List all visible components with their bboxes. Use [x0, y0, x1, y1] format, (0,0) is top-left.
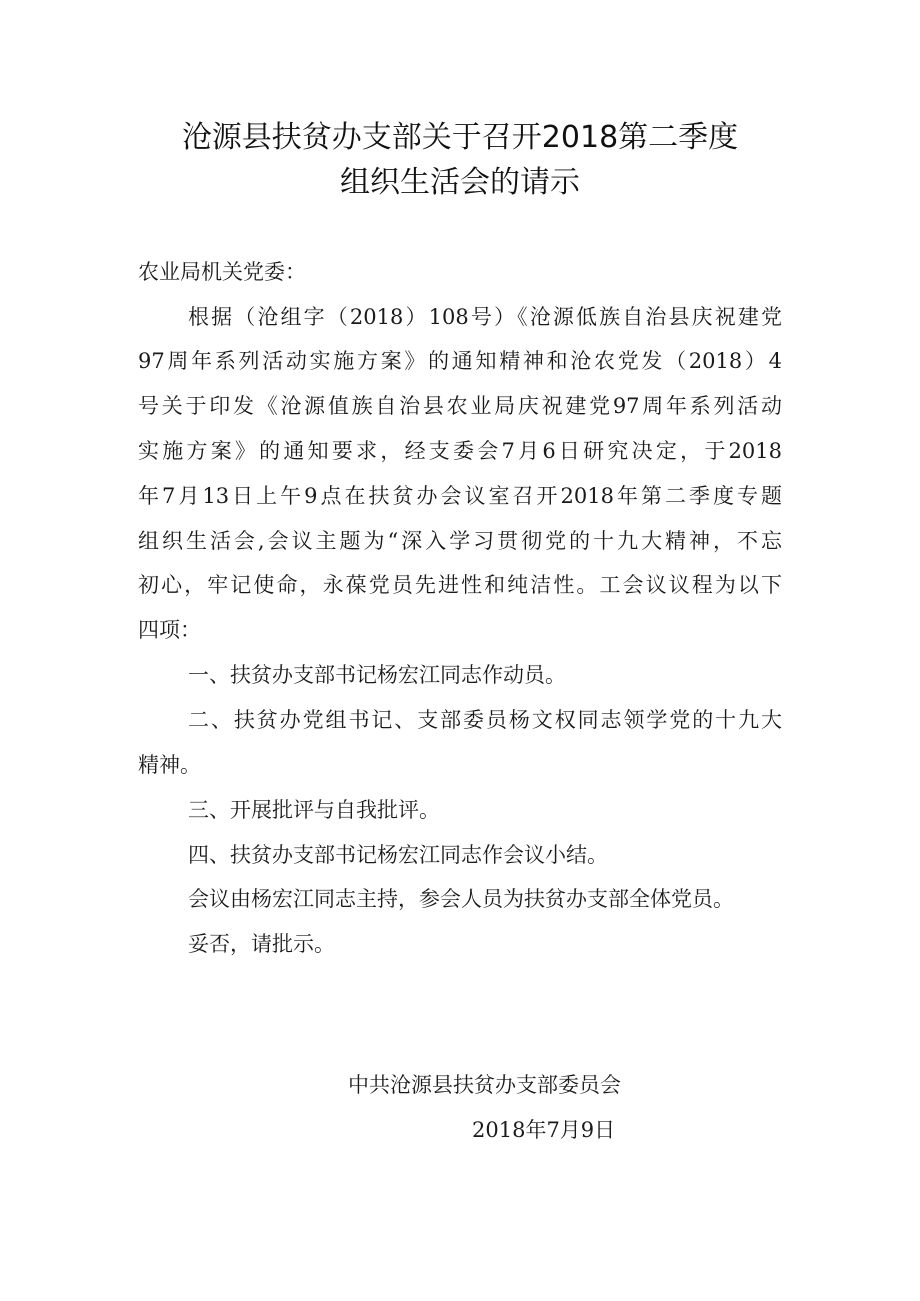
salutation: 农业局机关党委：	[138, 260, 306, 284]
body-line: 四项：	[138, 618, 201, 642]
body-line: 97周年系列活动实施方案》的通知精神和沧农党发（2018）4	[138, 349, 782, 373]
document-title-line-1: 沧源县扶贫办支部关于召开2018第二季度	[181, 120, 739, 155]
agenda-item-4: 四、扶贫办支部书记杨宏江同志作会议小结。	[188, 843, 608, 867]
agenda-item-2: 二、扶贫办党组书记、支部委员杨文权同志领学党的十九大	[188, 708, 782, 732]
signature-organization: 中共沧源县扶贫办支部委员会	[348, 1073, 621, 1097]
signature-date: 2018年7月9日	[472, 1118, 616, 1142]
body-line: 组织生活会,会议主题为“深入学习贯彻党的十九大精神，不忘	[138, 529, 782, 553]
agenda-item-3: 三、开展批评与自我批评。	[188, 798, 440, 822]
agenda-item-2-continued: 精神。	[138, 753, 201, 777]
body-line: 根据（沧组字（2018）108号）《沧源低族自治县庆祝建党	[188, 305, 782, 329]
host-note: 会议由杨宏江同志主持，参会人员为扶贫办支部全体党员。	[188, 887, 734, 911]
body-line: 初心，牢记使命，永葆党员先进性和纯洁性。工会议议程为以下	[138, 573, 782, 597]
closing-request: 妥否，请批示。	[188, 932, 335, 956]
body-line: 号关于印发《沧源值族自治县农业局庆祝建党97周年系列活动	[138, 394, 782, 418]
agenda-item-1: 一、扶贫办支部书记杨宏江同志作动员。	[188, 663, 566, 687]
body-line: 实施方案》的通知要求，经支委会7月6日研究决定，于2018	[138, 439, 782, 463]
body-line: 年7月13日上午9点在扶贫办会议室召开2018年第二季度专题	[138, 484, 782, 508]
document-title-line-2: 组织生活会的请示	[340, 165, 580, 200]
